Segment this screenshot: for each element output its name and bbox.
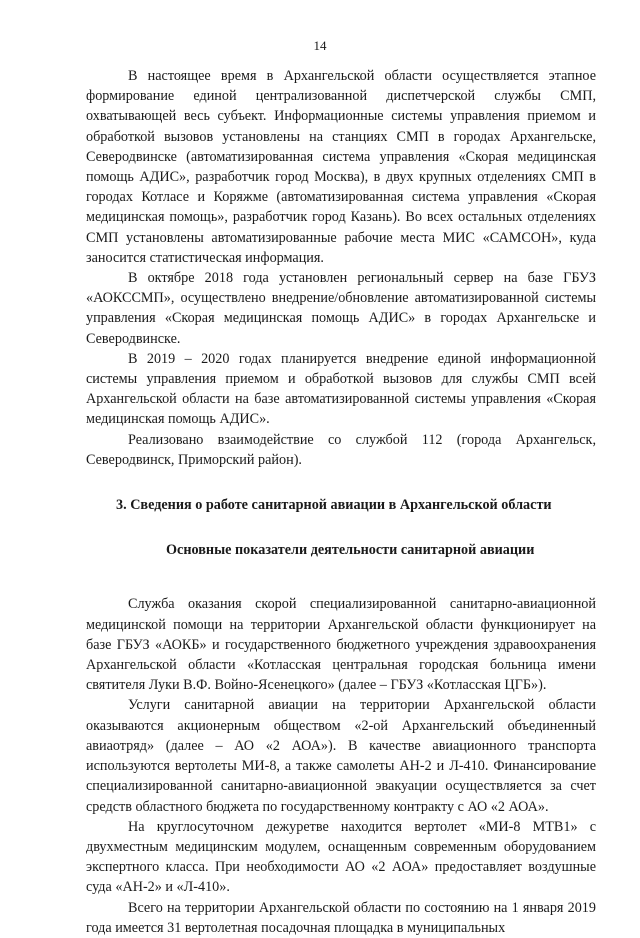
intro-paragraph-1: В настоящее время в Архангельской области осуществляется этапное формирование единой централизованной диспетчерской службы СМП, охватывающей весь субъект. Информационные системы управления приемом и обработкой вызовов установлены на станциях СМП в городах Архангельске, Северодвинске (автоматизированная система управления «Скорая медицинская помощь АДИС», разработчик город Москва), в двух крупных отделениях СМП в городах Котласе и Коряжме (автоматизированная система управления «Скорая медицинская помощь», разработчик город Казань). Во всех остальных отделениях СМП установлены автоматизированные рабочие места МИС «САМСОН», куда заносится статистическая информация. [86,68,596,266]
intro-paragraph-2: В октябре 2018 года установлен региональный сервер на базе ГБУЗ «АОКССМП», осуществлено внедрение/обновление автоматизированной системы управления «Скорая медицинская помощь АДИС» в городах Архангельске и Северодвинске. [86,270,596,347]
section-paragraph-2: Услуги санитарной авиации на территории Архангельской области оказываются акционерным обществом «2-ой Архангельский объединенный авиаотряд» (далее – АО «2 АОА»). В качестве авиационного транспорта используются вертолеты МИ-8, а также самолеты АН-2 и Л-410. Финансирование специализированной санитарно-авиационной эвакуации осуществляется за счет средств областного бюджета по государственному контракту с АО «2 АОА». [86,697,596,815]
page-number: 14 [313,38,327,53]
section-paragraph-4: Всего на территории Архангельской области по состоянию на 1 января 2019 года имеется 31 вертолетная посадочная площадка в муниципальных [86,899,596,936]
intro-paragraph-4: Реализовано взаимодействие со службой 112 (города Архангельск, Северодвинск, Приморский район). [86,431,596,468]
intro-paragraph-3: В 2019 – 2020 годах планируется внедрение единой информационной системы управления приемом и обработкой вызовов для службы СМП всей Архангельской области на базе автоматизированной системы управления «Скорая медицинская помощь АДИС». [86,350,596,428]
section-paragraph-3: На круглосуточном дежуретве находится вертолет «МИ-8 МТВ1» с двухместным медицинским модулем, оснащенным современным оборудованием экспертного класса. При необходимости АО «2 АОА» предоставляет воздушные суда «АН-2» и «Л-410». [86,818,596,896]
section-heading: 3. Сведения о работе санитарной авиации в Архангельской области [116,497,552,514]
section-subheading: Основные показатели деятельности санитарной авиации [166,542,535,559]
page-content [86,66,596,938]
section-paragraph-1: Служба оказания скорой специализированной санитарно-авиационной медицинской помощи на территории Архангельской области функционирует на базе ГБУЗ «АОКБ» и государственного бюджетного учреждения здравоохранения Архангельской области «Котласская центральная городская больница имени святителя Луки В.Ф. Войно-Ясенецкого» (далее – ГБУЗ «Котласская ЦГБ»). [86,596,596,694]
